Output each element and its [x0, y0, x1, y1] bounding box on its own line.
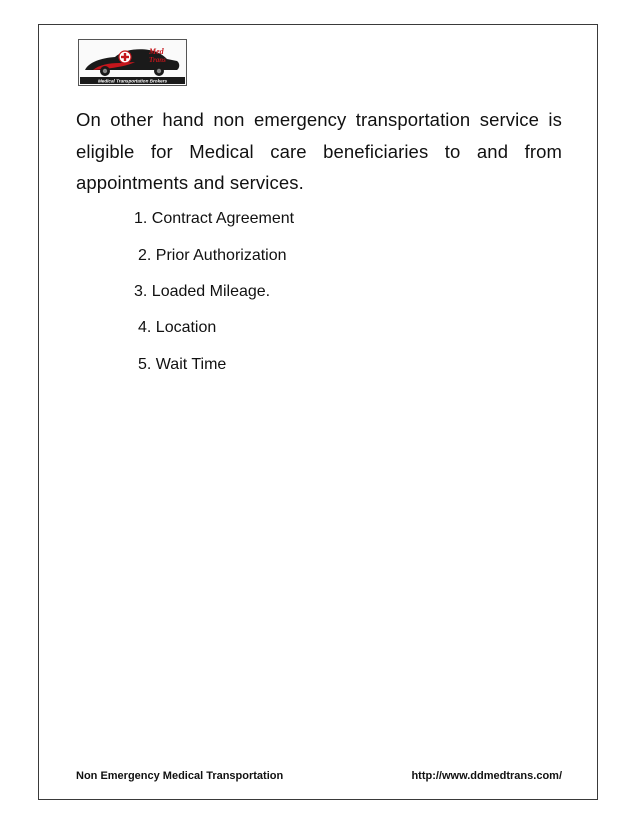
list-item: 5. Wait Time [138, 356, 227, 373]
company-logo [78, 39, 187, 86]
car-logo-icon [79, 40, 186, 85]
logo-tagline: Medical Transportation Brokers [97, 78, 168, 84]
footer-url-link[interactable]: http://www.ddmedtrans.com/ [411, 770, 562, 782]
logo-brand-top: Med [149, 47, 164, 56]
list-item: 1. Contract Agreement [134, 210, 295, 227]
list-item: 2. Prior Authorization [138, 247, 287, 264]
list-item: 3. Loaded Mileage. [134, 283, 271, 300]
body-paragraph: On other hand non emergency transportation service is eligible for Medical care beneficiaries to and from appointments and services. [76, 109, 562, 193]
logo-brand-bottom: Trans [149, 56, 166, 64]
list-item: 4. Location [138, 319, 217, 336]
footer-title: Non Emergency Medical Transportation [76, 770, 284, 782]
